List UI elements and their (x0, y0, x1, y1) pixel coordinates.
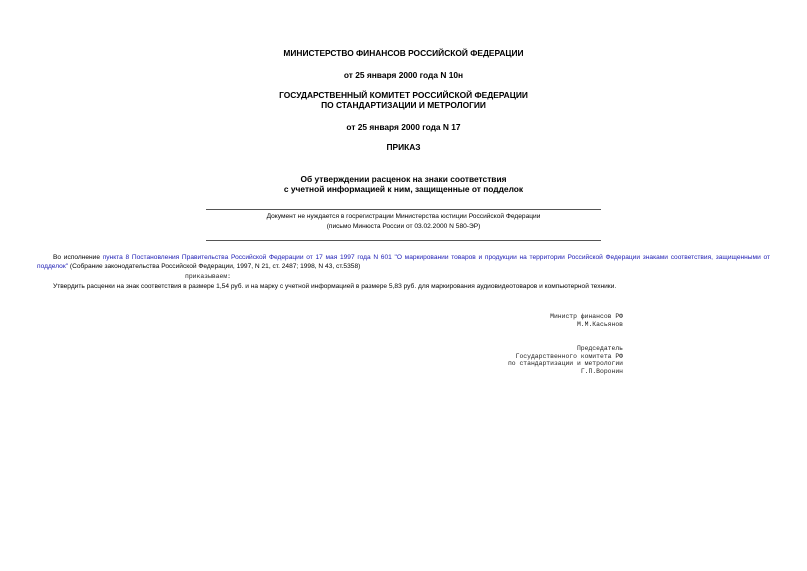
document-type: ПРИКАЗ (386, 142, 421, 152)
divider-bottom (206, 240, 601, 241)
registration-note-line2: (письмо Минюста России от 03.02.2000 N 580-ЭР) (326, 223, 481, 230)
registration-note (0, 212, 807, 232)
header-ministry-date: от 25 января 2000 года N 10н (343, 70, 464, 80)
preamble-prefix: Во исполнение (53, 254, 103, 261)
preamble-suffix: (Собрание законодательства Российской Федерации, 1997, N 21, ст. 2487; 1998, N 43, ст.5358) (68, 263, 361, 271)
paragraph-order: Утвердить расценки на знак соответствия в размере 1,54 руб. и на марку с учетной информацией в размере 5,83 руб. для маркирования аудиовидеотоваров и компьютерной техники. (53, 283, 617, 290)
header-committee-line1: ГОСУДАРСТВЕННЫЙ КОМИТЕТ РОССИЙСКОЙ ФЕДЕРАЦИИ (279, 90, 528, 100)
header-committee (0, 90, 807, 110)
signature-minister-name: М.М.Касьянов (576, 320, 623, 328)
signature-chairman-title3: по стандартизации и метрологии (507, 360, 623, 367)
signature-chairman-name: Г.П.Воронин (580, 367, 623, 375)
document-title-line1: Об утверждении расценок на знаки соответствия (300, 174, 507, 184)
order-word: приказываем: (185, 273, 232, 280)
header-ministry: МИНИСТЕРСТВО ФИНАНСОВ РОССИЙСКОЙ ФЕДЕРАЦИИ (283, 48, 524, 58)
signature-minister (550, 313, 623, 328)
signature-minister-title: Министр финансов РФ (550, 313, 623, 320)
decree-link[interactable]: пункта 8 Постановления Правительства Российской Федерации от 17 мая 1997 года N 601 "О маркировании товаров и продукции на территории Российской Федерации знаками соответствия, защищенными от подделок" (37, 254, 770, 271)
header-committee-line2: ПО СТАНДАРТИЗАЦИИ И МЕТРОЛОГИИ (321, 100, 486, 110)
header-committee-date: от 25 января 2000 года N 17 (346, 122, 461, 132)
signature-chairman-title2: Государственного комитета РФ (515, 352, 623, 360)
registration-note-line1: Документ не нуждается в госрегистрации Министерства юстиции Российской Федерации (266, 213, 541, 220)
divider-top (206, 209, 601, 210)
document-title-line2: с учетной информацией к ним, защищенные от подделок (283, 184, 524, 194)
signature-chairman-title1: Председатель (576, 345, 623, 352)
document-title (0, 174, 807, 194)
paragraph-preamble (37, 253, 770, 272)
signature-chairman (508, 345, 623, 375)
